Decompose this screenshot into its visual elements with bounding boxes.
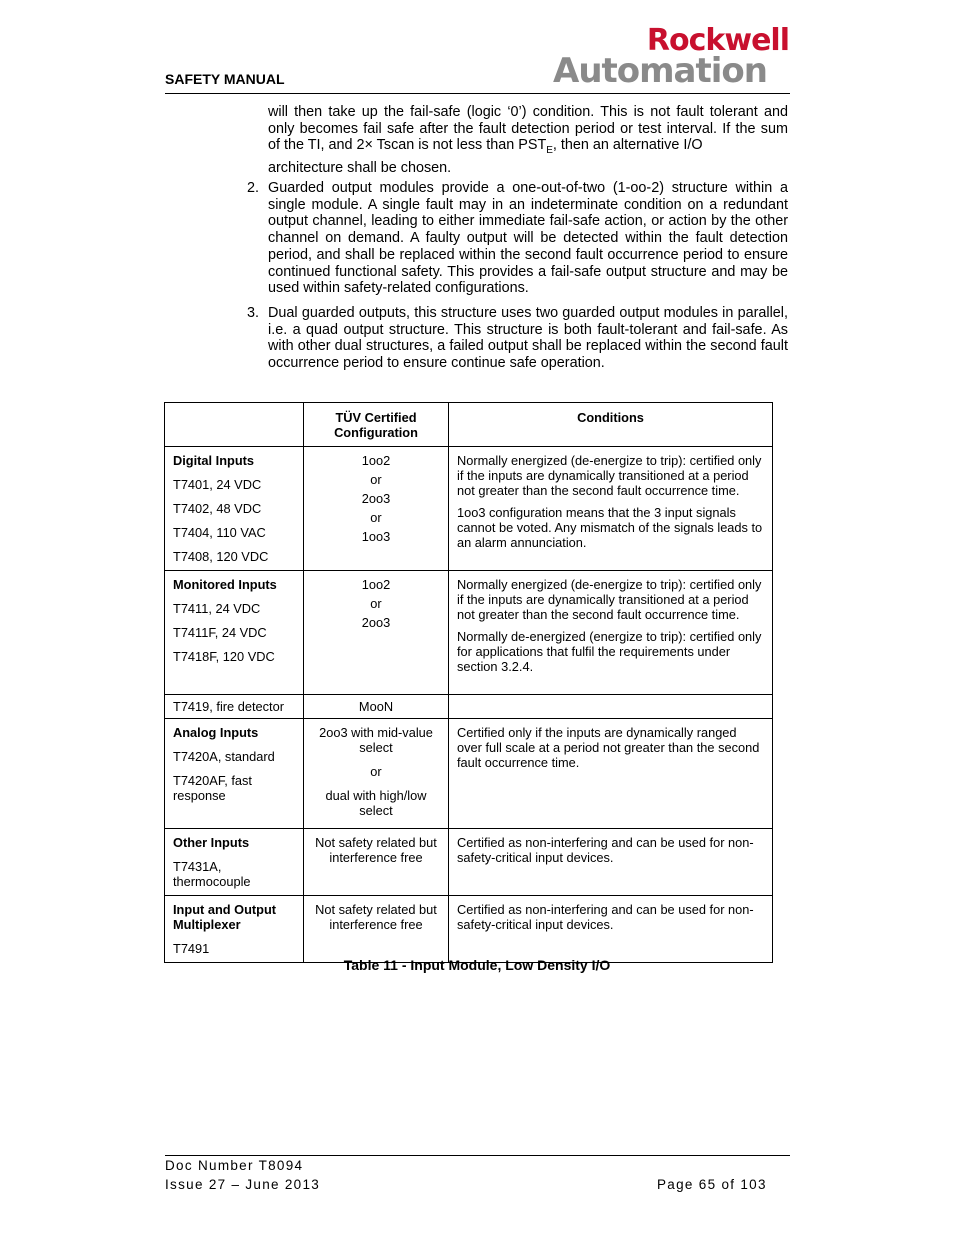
config-cell [304, 829, 449, 896]
config-cell [304, 896, 449, 963]
module-cell [165, 695, 304, 719]
module-item: T7404, 110 VAC [173, 525, 266, 540]
module-group-label: Input and Output Multiplexer [173, 902, 277, 932]
table-row [165, 695, 773, 719]
config-item: 2oo3 [361, 615, 391, 630]
input-module-table [164, 402, 773, 963]
condition-text: Normally energized (de-energize to trip): certified only if the inputs are dynamically transitioned at a period not greater than the second fault occurrence time. [457, 577, 762, 622]
conditions-cell [449, 571, 773, 695]
conditions-cell [449, 896, 773, 963]
footer-divider [165, 1155, 790, 1156]
header-divider [165, 93, 790, 94]
paragraph-number: 2. [247, 180, 260, 196]
issue-date: Issue 27 – June 2013 [165, 1177, 321, 1192]
module-cell [165, 571, 304, 695]
header-cell-conditions: Conditions [449, 403, 773, 447]
intro-line: architecture shall be chosen. [268, 159, 452, 176]
conditions-cell [449, 695, 773, 719]
intro-paragraph [268, 104, 788, 177]
config-item: or [370, 510, 382, 525]
intro-line-text: of the TI, and 2× Tscan is not less than PST [268, 137, 547, 154]
config-item: dual with high/low select [325, 788, 427, 818]
config-item: or [370, 764, 382, 779]
module-item: T7420AF, fast response [173, 773, 252, 803]
config-item: 1oo2 [361, 453, 391, 468]
intro-line [268, 137, 788, 160]
table-header-row [165, 403, 773, 447]
logo-line-2: Automation [553, 51, 767, 91]
intro-line: will then take up the fail-safe (logic ‘0’) condition. This is not fault tolerant and [268, 104, 788, 120]
conditions-cell [449, 829, 773, 896]
page-number: Page 65 of 103 [657, 1177, 767, 1192]
logo-line-1: Rockwell [646, 23, 789, 58]
condition-text: Certified only if the inputs are dynamically ranged over full scale at a period not greater than the second fault occurrence time. [457, 725, 760, 770]
config-item: or [370, 472, 382, 487]
module-group-label: Analog Inputs [173, 725, 259, 740]
condition-text: Certified as non-interfering and can be used for non-safety-critical input devices. [457, 835, 754, 865]
module-item: T7420A, standard [173, 749, 275, 764]
config-cell [304, 695, 449, 719]
table-row [165, 829, 773, 896]
module-item: T7431A, thermocouple [173, 859, 251, 889]
header-cell-configuration: TÜV Certified Configuration [304, 403, 449, 447]
module-item: T7411, 24 VDC [173, 601, 261, 616]
table-row [165, 719, 773, 829]
module-item: T7402, 48 VDC [173, 501, 262, 516]
rockwell-automation-logo [553, 23, 789, 91]
config-item: Not safety related but interference free [315, 902, 437, 932]
intro-line: only becomes fail safe after the fault detection period or test interval. If the sum [268, 120, 788, 137]
config-item: 2oo3 with mid-value select [319, 725, 433, 755]
conditions-cell [449, 447, 773, 571]
config-item: 2oo3 [361, 491, 391, 506]
table-row [165, 447, 773, 571]
module-cell [165, 829, 304, 896]
document-title: SAFETY MANUAL [165, 71, 285, 87]
paragraph-number: 3. [247, 305, 260, 321]
table-row [165, 571, 773, 695]
module-item: T7401, 24 VDC [173, 477, 262, 492]
module-item: T7411F, 24 VDC [173, 625, 267, 640]
config-cell [304, 571, 449, 695]
config-item: 1oo3 [361, 529, 391, 544]
module-cell [165, 447, 304, 571]
condition-text: Normally energized (de-energize to trip): certified only if the inputs are dynamically transitioned at a period not greater than the second fault occurrence time. [457, 453, 762, 498]
table-caption: Table 11 - Input Module, Low Density I/O [343, 957, 611, 973]
config-item: or [370, 596, 382, 611]
module-group-label: Monitored Inputs [173, 577, 277, 592]
module-cell [165, 896, 304, 963]
paragraph-dual-guarded-outputs: Dual guarded outputs, this structure uses two guarded output modules in parallel, i.e. a quad output structure. This structure is both fault-tolerant and fail-safe. As with other dual structures, a failed output shall be replaced within the second fault occurrence period to ensure continue safe operation. [268, 305, 788, 372]
config-item: 1oo2 [361, 577, 391, 592]
module-group-label: Digital Inputs [173, 453, 255, 468]
module-item: T7408, 120 VDC [173, 549, 269, 564]
module-cell [165, 719, 304, 829]
doc-number: Doc Number T8094 [165, 1158, 304, 1173]
module-item: T7418F, 120 VDC [173, 649, 275, 664]
module-group-label: Other Inputs [173, 835, 250, 850]
module-item: T7419, fire detector [173, 699, 284, 714]
condition-text: Certified as non-interfering and can be used for non-safety-critical input devices. [457, 902, 754, 932]
pst-subscript: E [546, 145, 553, 157]
condition-text: 1oo3 configuration means that the 3 input signals cannot be voted. Any mismatch of the signals leads to an alarm annunciation. [457, 505, 763, 550]
config-item: MooN [358, 699, 394, 714]
header-cell-empty [165, 403, 304, 447]
intro-line-tail: , then an alternative I/O [552, 137, 703, 154]
config-item: Not safety related but interference free [315, 835, 437, 865]
config-cell [304, 447, 449, 571]
module-item: T7491 [173, 941, 210, 956]
paragraph-guarded-outputs: Guarded output modules provide a one-out-of-two (1-oo-2) structure within a single module. A single fault may in an indeterminate condition on a redundant output channel, leading to either immediate fail-safe action, or action by the other channel on demand. A faulty output will be detected within the fault detection period, and shall be replaced within the second fault occurrence period to ensure continued functional safety. This provides a fail-safe output structure and may be used within safety-related configurations. [268, 180, 788, 297]
condition-text: Normally de-energized (energize to trip): certified only for applications that fulfil the requirements under section 3.2.4. [457, 629, 762, 674]
conditions-cell [449, 719, 773, 829]
table-row [165, 896, 773, 963]
config-cell [304, 719, 449, 829]
